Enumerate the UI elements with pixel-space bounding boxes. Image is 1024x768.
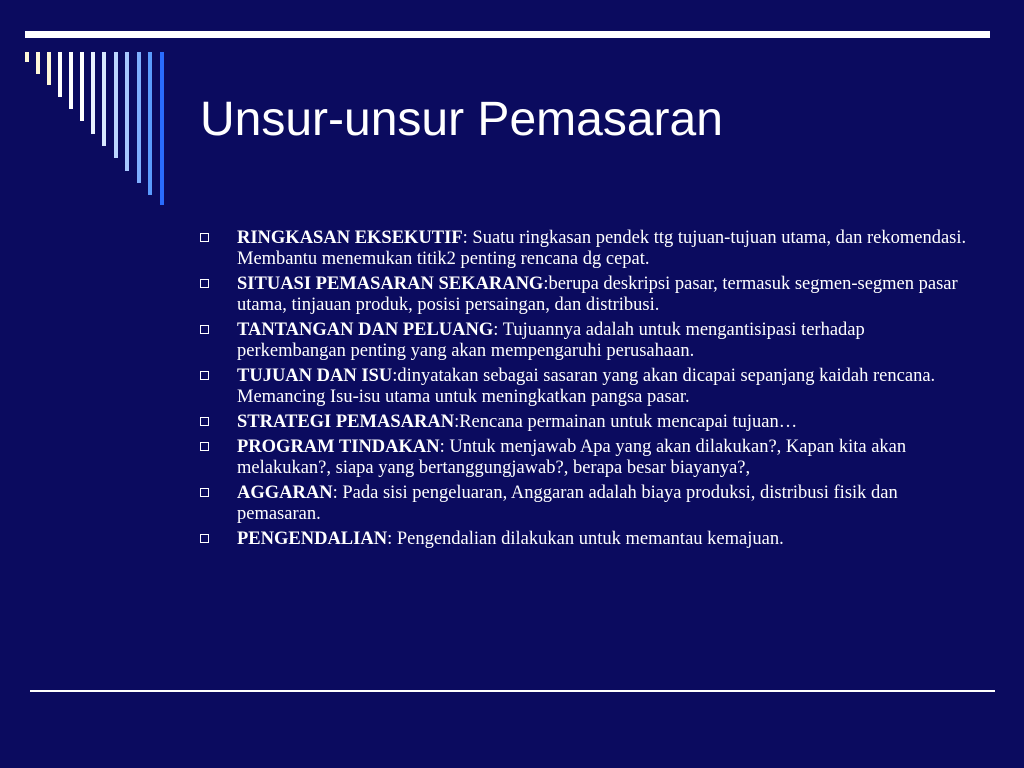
hollow-square-icon bbox=[200, 279, 209, 288]
hollow-square-icon bbox=[200, 534, 209, 543]
item-text: :berupa deskripsi pasar, termasuk segmen-segmen pasar utama, tinjauan produk, posisi persaingan, dan distribusi. bbox=[237, 274, 958, 315]
hollow-square-icon bbox=[200, 371, 209, 380]
stripe-4 bbox=[58, 52, 62, 97]
stripe-8 bbox=[102, 52, 106, 146]
stripes-decoration bbox=[0, 0, 200, 220]
item-term: TANTANGAN DAN PELUANG bbox=[237, 320, 494, 340]
item-term: RINGKASAN EKSEKUTIF bbox=[237, 228, 463, 248]
item-text: : Untuk menjawab Apa yang akan dilakukan?, Kapan kita akan melakukan?, siapa yang bertanggungjawab?, berapa besar biayanya?, bbox=[237, 437, 907, 478]
list-item bbox=[200, 274, 970, 316]
stripe-9 bbox=[114, 52, 118, 158]
bullet-list bbox=[200, 228, 970, 554]
list-item bbox=[200, 320, 970, 362]
stripe-11 bbox=[137, 52, 141, 183]
hollow-square-icon bbox=[200, 442, 209, 451]
stripe-1 bbox=[25, 52, 29, 62]
bottom-rule bbox=[30, 690, 995, 692]
hollow-square-icon bbox=[200, 325, 209, 334]
slide-title: Unsur-unsur Pemasaran bbox=[200, 93, 723, 146]
item-text: : Pada sisi pengeluaran, Anggaran adalah biaya produksi, distribusi fisik dan pemasaran. bbox=[237, 483, 898, 524]
item-text: :dinyatakan sebagai sasaran yang akan dicapai sepanjang kaidah rencana. Memancing Isu-isu utama untuk meningkatkan pangsa pasar. bbox=[237, 366, 936, 407]
stripe-6 bbox=[80, 52, 84, 121]
item-term: STRATEGI PEMASARAN bbox=[237, 412, 455, 432]
item-text: :Rencana permainan untuk mencapai tujuan… bbox=[454, 412, 798, 432]
item-text: : Tujuannya adalah untuk mengantisipasi terhadap perkembangan penting yang akan mempengaruhi perusahaan. bbox=[237, 320, 865, 361]
stripe-10 bbox=[125, 52, 129, 171]
stripe-12 bbox=[148, 52, 152, 195]
item-term: PENGENDALIAN bbox=[237, 529, 388, 549]
list-item bbox=[200, 228, 970, 270]
hollow-square-icon bbox=[200, 488, 209, 497]
item-term: AGGARAN bbox=[237, 483, 333, 503]
item-term: SITUASI PEMASARAN SEKARANG bbox=[237, 274, 544, 294]
list-item bbox=[200, 366, 970, 408]
item-term: TUJUAN DAN ISU bbox=[237, 366, 393, 386]
list-item bbox=[200, 412, 970, 433]
stripe-5 bbox=[69, 52, 73, 109]
hollow-square-icon bbox=[200, 417, 209, 426]
list-item bbox=[200, 483, 970, 525]
item-text: : Suatu ringkasan pendek ttg tujuan-tujuan utama, dan rekomendasi. Membantu menemukan titik2 penting rencana dg cepat. bbox=[237, 228, 967, 269]
stripe-2 bbox=[36, 52, 40, 74]
item-term: PROGRAM TINDAKAN bbox=[237, 437, 440, 457]
item-text: : Pengendalian dilakukan untuk memantau kemajuan. bbox=[387, 529, 784, 549]
list-item bbox=[200, 437, 970, 479]
stripe-13 bbox=[160, 52, 164, 205]
hollow-square-icon bbox=[200, 233, 209, 242]
stripe-7 bbox=[91, 52, 95, 134]
stripe-3 bbox=[47, 52, 51, 85]
list-item bbox=[200, 529, 970, 550]
